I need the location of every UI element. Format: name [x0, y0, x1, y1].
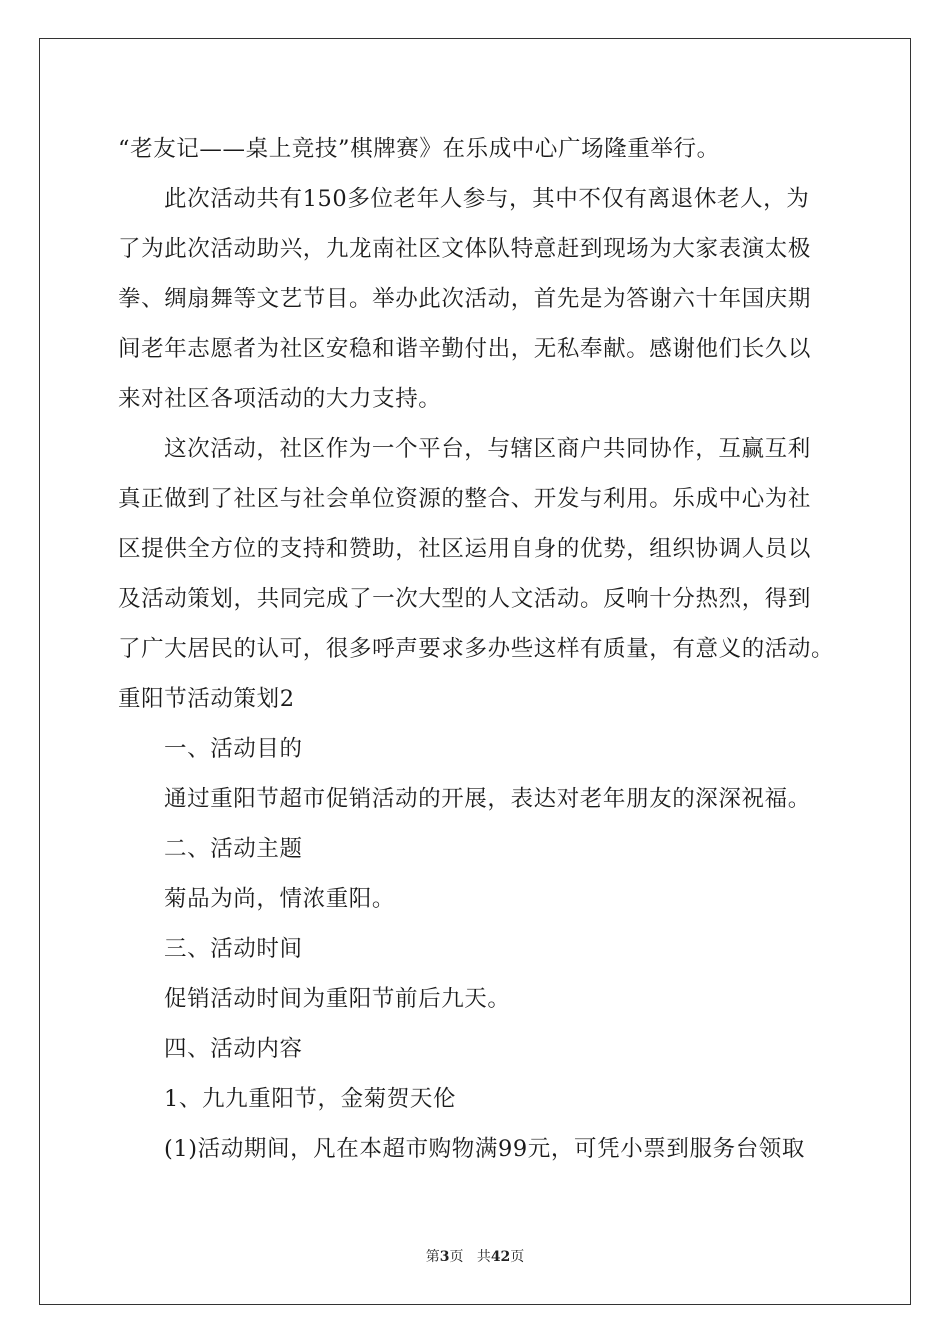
- text-line: 了为此次活动助兴，九龙南社区文体队特意赶到现场为大家表演太极: [118, 236, 812, 262]
- text-line: 一、活动目的: [164, 736, 303, 762]
- text-line: 三、活动时间: [164, 936, 303, 962]
- text-line: 四、活动内容: [164, 1036, 303, 1062]
- text-line: 真正做到了社区与社会单位资源的整合、开发与利用。乐成中心为社: [118, 486, 812, 512]
- text-line: 区提供全方位的支持和赞助，社区运用自身的优势，组织协调人员以: [118, 536, 812, 562]
- text-line: 了广大居民的认可，很多呼声要求多办些这样有质量，有意义的活动。: [118, 636, 835, 662]
- text-line: 通过重阳节超市促销活动的开展，表达对老年朋友的深深祝福。: [164, 786, 811, 812]
- text-line: 二、活动主题: [164, 836, 303, 862]
- footer-total-prefix: 共: [476, 1249, 491, 1265]
- page-footer: [0, 1246, 950, 1266]
- footer-page-prefix: 第: [425, 1249, 440, 1265]
- text-line: 促销活动时间为重阳节前后九天。: [164, 986, 511, 1012]
- text-line: 重阳节活动策划2: [118, 686, 295, 712]
- footer-page-suffix: 页: [449, 1249, 464, 1265]
- text-line: 间老年志愿者为社区安稳和谐辛勤付出，无私奉献。感谢他们长久以: [118, 336, 812, 362]
- text-line: (1)活动期间，凡在本超市购物满99元，可凭小票到服务台领取: [164, 1136, 806, 1162]
- text-line: 菊品为尚，情浓重阳。: [164, 886, 396, 912]
- text-line: 拳、绸扇舞等文艺节目。举办此次活动，首先是为答谢六十年国庆期: [118, 286, 812, 312]
- text-line: 1、九九重阳节，金菊贺天伦: [164, 1086, 457, 1112]
- text-line: “老友记——桌上竞技”棋牌赛》在乐成中心广场隆重举行。: [118, 136, 720, 162]
- footer-total-pages: 42: [490, 1249, 511, 1265]
- text-line: 来对社区各项活动的大力支持。: [118, 386, 442, 412]
- text-line: 此次活动共有150多位老年人参与，其中不仅有离退休老人，为: [164, 186, 810, 212]
- text-line: 及活动策划，共同完成了一次大型的人文活动。反响十分热烈，得到: [118, 586, 812, 612]
- text-line: 这次活动，社区作为一个平台，与辖区商户共同协作，互赢互利: [164, 436, 811, 462]
- footer-total-suffix: 页: [510, 1249, 525, 1265]
- footer-page-number: 3: [439, 1249, 450, 1265]
